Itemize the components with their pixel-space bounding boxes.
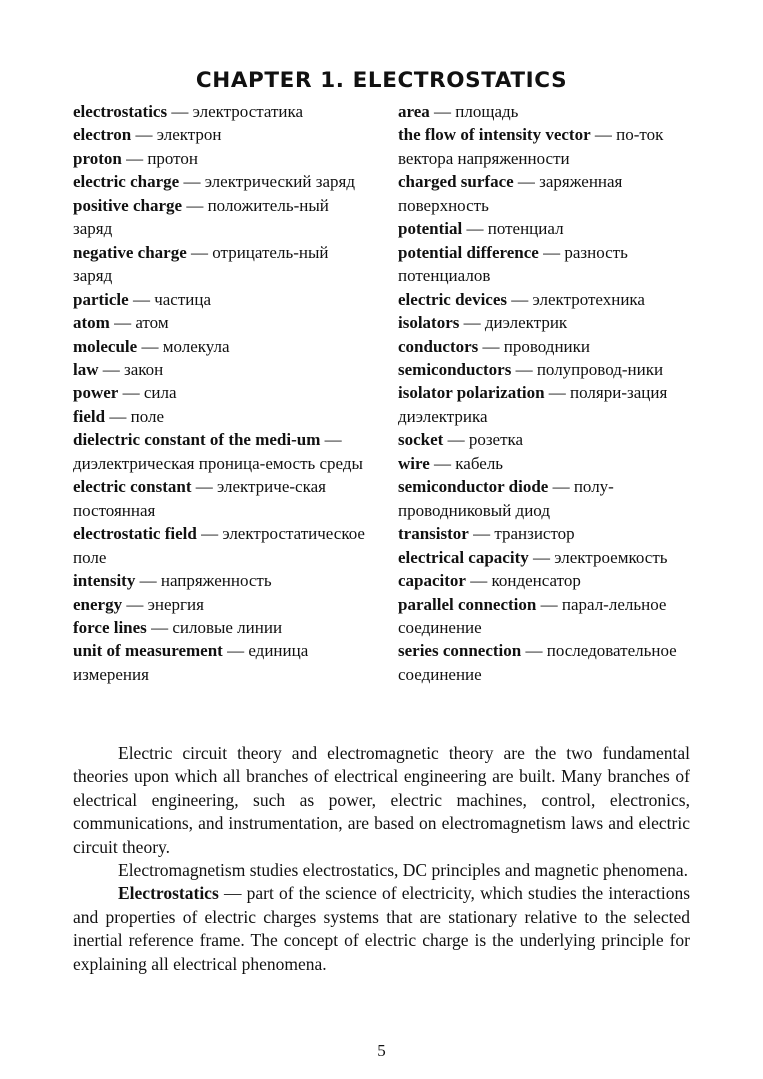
glossary-definition: — транзистор [468,524,575,544]
glossary-term: law [73,359,99,379]
glossary-entry [398,311,693,334]
glossary-entry [398,123,693,170]
glossary-entry [73,475,365,522]
glossary-entry [73,405,365,428]
glossary-term: semiconductor diode [398,477,549,497]
glossary-entry [398,522,693,545]
glossary-definition: — розетка [443,430,524,450]
glossary-entry [398,569,693,592]
glossary-term: the flow of intensity vector [398,125,591,145]
glossary-term: charged surface [398,172,514,192]
glossary-entry [398,358,693,381]
glossary-definition: — электроемкость [528,547,668,567]
glossary-definition: — потенциал [462,219,564,239]
glossary-definition: — электростатика [167,102,304,121]
glossary-term: electric devices [398,289,508,309]
glossary-entry [398,241,693,288]
glossary-entry [73,616,365,639]
glossary-definition: — протон [121,148,198,168]
glossary-entry [73,522,365,569]
glossary-term: socket [398,430,444,450]
glossary-entry [398,335,693,358]
glossary-term: transistor [398,524,469,544]
paragraph [73,882,690,976]
glossary-entry [398,100,693,123]
glossary-definition: — энергия [122,594,204,614]
glossary-entry [73,100,365,123]
glossary-entry [398,428,693,451]
glossary-definition: —диэлектрическая проница-емость среды [73,430,363,473]
glossary-definition: — диэлектрик [459,313,568,333]
glossary-term: electrical capacity [398,547,529,567]
glossary-entry [73,147,365,170]
glossary-definition: — частица [128,289,212,309]
glossary-term: intensity [73,571,136,591]
paragraph-text: Electric circuit theory and electromagnetic theory are the two fundamental theories upon which all branches of electrical engineering are built. Many branches of electrical engineering, such as power, electric machines, control, electronics, communications, and instrumentation, are based on electromagnetism laws and electric circuit theory. [73,743,690,857]
glossary-term: positive charge [73,195,183,215]
glossary-entry [73,311,365,334]
glossary-definition: — кабель [429,453,504,473]
glossary-entry [398,546,693,569]
glossary-definition: — электрический заряд [179,172,355,192]
glossary-entry [73,358,365,381]
glossary-definition: — конденсатор [465,571,581,591]
paragraph [73,859,690,882]
glossary-entry [398,288,693,311]
paragraph-lead-term: Electrostatics [118,883,219,904]
glossary-entry [398,217,693,240]
paragraph-text: Electromagnetism studies electrostatics, DC principles and magnetic phenomena. [118,860,689,881]
page-number: 5 [377,1041,386,1060]
glossary-term: potential difference [398,242,539,262]
glossary-entry [73,381,365,404]
glossary-term: power [73,383,119,403]
glossary-definition: — парал-лельное соединение [398,594,667,637]
paragraph-text: — part of the science of electricity, which studies the interactions and properties of electric charges systems that are stationary relative to the selected inertial reference frame. The concept of electric charge is the underlying principle for explaining all electrical phenomena. [73,883,690,974]
glossary-term: atom [73,313,110,333]
glossary-definition: — закон [98,359,164,379]
glossary-definition: — отрицатель-ный заряд [73,242,329,286]
glossary-term: area [398,102,430,121]
glossary-term: molecule [73,336,138,356]
glossary-term: wire [398,453,430,473]
glossary-term: field [73,406,106,426]
glossary-term: proton [73,148,122,168]
glossary-entry [398,170,693,217]
glossary-definition: — разность потенциалов [398,242,628,286]
glossary-term: electric charge [73,172,180,192]
glossary-term: unit of measurement [73,641,223,661]
glossary-definition: — электрон [131,125,222,145]
glossary-definition: — напряженность [135,571,272,591]
glossary-definition: — молекула [137,336,230,356]
glossary-entry [73,241,365,288]
glossary-entry [73,593,365,616]
glossary-term: negative charge [73,242,187,262]
glossary-definition: — электриче-ская постоянная [73,477,326,520]
glossary-definition: — силовые линии [146,617,283,637]
glossary-definition: — полупровод-ники [511,359,664,379]
glossary-column-left [73,100,365,686]
glossary-definition: — электротехника [507,289,645,309]
glossary-term: force lines [73,617,147,637]
glossary-term: semiconductors [398,359,512,379]
chapter-title: CHAPTER 1. ELECTROSTATICS [195,68,568,94]
glossary-entry [398,593,693,640]
glossary-entry [73,335,365,358]
glossary-entry [73,123,365,146]
glossary-term: electrostatics [73,102,168,121]
glossary-entry [398,452,693,475]
glossary-term: particle [73,289,129,309]
glossary-definition: — проводники [478,336,591,356]
glossary-definition: — поляри-зация диэлектрика [398,383,668,426]
glossary-term: isolator polarization [398,383,545,403]
glossary-term: parallel connection [398,594,537,614]
glossary-term: conductors [398,336,479,356]
glossary-definition: — поле [105,406,165,426]
glossary-entry [398,475,693,522]
glossary-definition: — атом [109,313,169,333]
glossary-entry [73,194,365,241]
glossary-term: electron [73,125,132,145]
glossary-term: isolators [398,313,460,333]
glossary-definition: — единица измерения [73,641,309,684]
glossary [73,100,693,686]
body-text [73,742,690,976]
glossary-term: capacitor [398,571,466,591]
glossary-column-right [398,100,693,686]
glossary-term: dielectric constant of the medi-um [73,430,321,450]
glossary-entry [73,639,365,686]
glossary-term: potential [398,219,463,239]
glossary-term: series connection [398,641,522,661]
glossary-definition: — сила [118,383,177,403]
glossary-term: electric constant [73,477,192,497]
glossary-definition: — по-ток вектора напряженности [398,125,664,168]
glossary-definition: — электростатическое поле [73,524,365,567]
glossary-entry [73,288,365,311]
glossary-entry [398,639,693,686]
glossary-entry [398,381,693,428]
glossary-term: energy [73,594,123,614]
glossary-entry [73,428,365,475]
paragraph [73,742,690,859]
glossary-entry [73,569,365,592]
glossary-definition: — площадь [429,102,519,121]
glossary-definition: — последовательное соединение [398,641,677,684]
glossary-definition: — положитель-ный заряд [73,195,329,239]
glossary-entry [73,170,365,193]
glossary-term: electrostatic field [73,524,197,544]
glossary-definition: — полу-проводниковый диод [398,477,614,520]
glossary-definition: — заряженная поверхность [398,172,623,215]
